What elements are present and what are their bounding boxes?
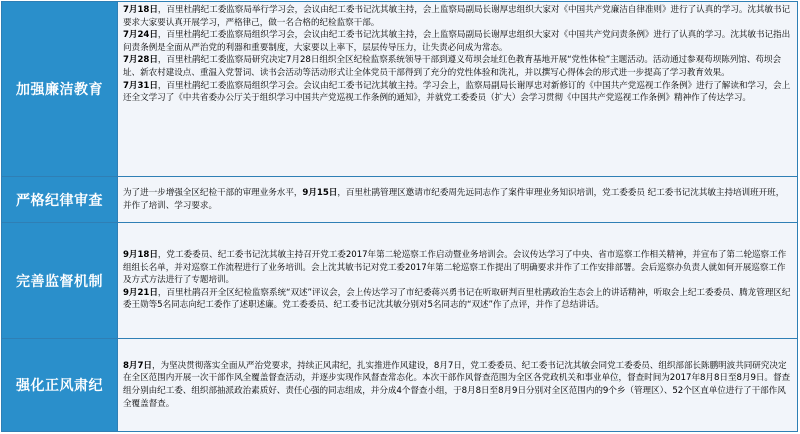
entry: [123, 249, 791, 287]
entry: [123, 4, 791, 29]
entry-date: 9月21日: [123, 287, 158, 298]
entry-date: 7月31日: [123, 80, 158, 91]
work-summary-table: [1, 1, 798, 432]
entry-date: 8月7日: [123, 360, 152, 371]
entry-text: ，为坚决贯彻落实全面从严治党要求，持续正风肃纪，扎实推进作风建设，8月7日，党工委委员、纪工委书记沈其敏会同党工委委员、组织部部长陈鹏明波共同研究决定在全区范围内开展一次干部作风全覆盖督查活动，并逐步实现作风督查常态化。本次干部作风督查范围为全区各党政机关和事业单位，督查时间为2017年8月8日至8月9日。督查组分别由纪工委、组织部抽派政治素质好、责任心强的同志组成，并分成4个督查小组，于8月8日至8月9日分别对全区范围内的9个乡（管理区）、52个区直单位进行了干部作风全覆盖督查。: [123, 360, 791, 409]
entry-text: ，百里杜鹃纪工委监察局组织学习会，会议由纪工委书记沈其敏主持，会上监察局副局长谢厚忠组织大家对《中国共产党问责条例》进行了认真的学习。沈其敏书记指出问责条例是全面从严治党的利器和重要制度，大家要以上率下，层层传导压力，让失责必问成为常态。: [123, 30, 791, 53]
entry-intro: 为了进一步增强全区纪检干部的审理业务水平，: [123, 187, 303, 198]
entry: [123, 80, 791, 105]
row-content-discipline-review: [118, 177, 797, 222]
entry-date: 7月28日: [123, 55, 158, 66]
entry: [123, 187, 791, 212]
entry-text: ，百里杜鹃纪工委监察局举行学习会，会议由纪工委书记沈其敏主持，会上监察局副局长谢厚忠组织大家对《中国共产党廉洁自律准则》进行了认真的学习。沈其敏书记要求大家要认真开展学习，严格律己，做一名合格的纪检监察干部。: [123, 5, 791, 28]
entry-date: 7月24日: [123, 30, 158, 41]
entry: [123, 360, 791, 410]
row-label-integrity-education: 加强廉洁教育: [2, 2, 117, 176]
entry: [123, 287, 791, 312]
row-content-style-discipline: [118, 339, 797, 431]
entry-text: ，百里杜鹃管理区邀请市纪委周先远同志作了案件审理业务知识培训，党工委委员 纪工委书记沈其敏主持培训班开班，并作了培训、学习要求。: [123, 187, 785, 211]
entry-date: 9月18日: [123, 250, 158, 261]
row-label-discipline-review: 严格纪律审查: [2, 177, 117, 222]
entry-text: ，百里杜鹃纪工委监察局组织学习会。会议由纪工委书记沈其敏主持。学习会上，监察局副局长谢厚忠对新修订的《中国共产党巡视工作条例》进行了解读和学习，会上还全文学习了《中共省委办公厅关于组织学习中国共产党巡视工作条例的通知》，并就党工委委员（扩大）会学习贯彻《中国共产党巡视工作条例》精神作了传达学习。: [123, 80, 791, 104]
row-label-supervision-mechanism: 完善监督机制: [2, 223, 117, 338]
entry-text: ，百里杜鹃召开全区纪检监察系统“双述”评议会，会上传达学习了市纪委蒋兴勇书记在听取研判百里杜鹃政治生态会上的讲话精神，听取会上纪工委委员、腾龙管理区纪委王勋等5名同志向纪工委作了述职述廉。党工委委员、纪工委书记沈其敏分别对5名同志的“双述”作了点评，并作了总结讲话。: [123, 287, 791, 311]
entry: [123, 54, 791, 79]
entry-date: 9月15日: [302, 187, 338, 198]
row-label-style-discipline: 强化正风肃纪: [2, 339, 117, 431]
row-content-integrity-education: [118, 2, 797, 176]
entry-date: 7月18日: [123, 5, 158, 15]
row-content-supervision-mechanism: [118, 223, 797, 338]
entry: [123, 29, 791, 54]
entry-text: ，党工委委员、纪工委书记沈其敏主持召开党工委2017年第二轮巡察工作启动暨业务培训会。会议传达学习了中央、省市巡察工作相关精神，并宣布了第二轮巡察工作组组长名单，并对巡察工作流程进行了业务培训。会上沈其敏书记对党工委2017年第二轮巡察工作提出了明确要求并作了工作安排部署。会后巡察办负责人就如何开展巡察工作及方式方法进行了专题培训。: [123, 250, 787, 286]
entry-text: ，百里杜鹃纪工委监察局研究决定7月28日组织全区纪检监察系统领导干部到遵义苟坝会址红色教育基地开展“党性体检”主题活动。活动通过参观苟坝陈列馆、苟坝会址、新农村建设点、重温入党誓词、读书会活动等活动形式让全体党员干部得到了充分的党性体验和洗礼，并以撰写心得体会的形式进一步提高了学习教育效果。: [123, 55, 782, 78]
